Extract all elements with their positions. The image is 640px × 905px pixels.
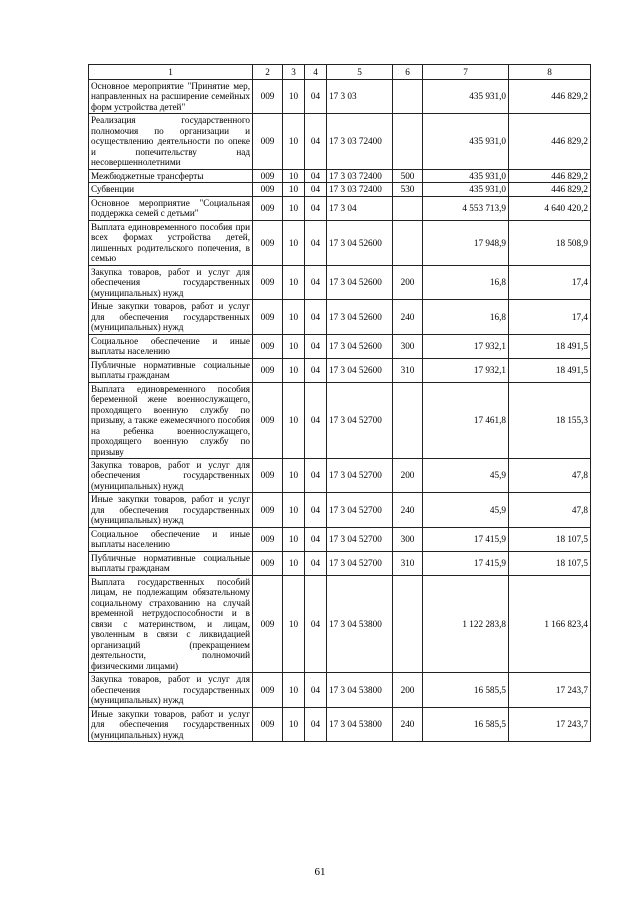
row-name-cell: Публичные нормативные социальные выплаты гражданам [89,358,253,382]
grbs-cell: 009 [253,196,283,220]
grbs-cell: 009 [253,334,283,358]
target-article-cell: 17 3 04 52700 [327,551,393,575]
grbs-cell: 009 [253,527,283,551]
target-article-cell: 17 3 04 52600 [327,220,393,265]
amount-year1-cell: 16 585,5 [423,707,509,741]
amount-year2-cell: 17 243,7 [509,673,591,707]
expense-type-cell [393,220,423,265]
grbs-cell: 009 [253,169,283,182]
row-name-cell: Иные закупки товаров, работ и услуг для обеспечения государственных (муниципальных) нужд [89,707,253,741]
expense-type-cell: 240 [393,707,423,741]
amount-year2-cell: 18 491,5 [509,334,591,358]
section-cell: 10 [283,169,305,182]
amount-year1-cell: 435 931,0 [423,183,509,196]
expense-type-cell: 310 [393,551,423,575]
target-article-cell: 17 3 04 53800 [327,707,393,741]
amount-year1-cell: 16,8 [423,300,509,334]
grbs-cell: 009 [253,80,283,114]
amount-year1-cell: 435 931,0 [423,114,509,169]
grbs-cell: 009 [253,707,283,741]
grbs-cell: 009 [253,265,283,299]
expense-type-cell [393,114,423,169]
amount-year1-cell: 45,9 [423,493,509,527]
grbs-cell: 009 [253,300,283,334]
subsection-cell: 04 [305,220,327,265]
target-article-cell: 17 3 04 53800 [327,575,393,672]
expense-type-cell [393,80,423,114]
amount-year2-cell: 47,8 [509,493,591,527]
row-name-cell: Закупка товаров, работ и услуг для обеспечения государственных (муниципальных) нужд [89,673,253,707]
amount-year2-cell: 1 166 823,4 [509,575,591,672]
amount-year2-cell: 17,4 [509,265,591,299]
row-name-cell: Социальное обеспечение и иные выплаты населению [89,334,253,358]
expense-type-cell: 310 [393,358,423,382]
expense-type-cell: 240 [393,493,423,527]
budget-table [88,64,591,742]
table-row [89,114,591,169]
header-cell: 3 [283,65,305,80]
section-cell: 10 [283,458,305,492]
section-cell: 10 [283,358,305,382]
subsection-cell: 04 [305,673,327,707]
target-article-cell: 17 3 04 52700 [327,458,393,492]
header-cell: 7 [423,65,509,80]
target-article-cell: 17 3 03 72400 [327,169,393,182]
amount-year1-cell: 1 122 283,8 [423,575,509,672]
section-cell: 10 [283,493,305,527]
grbs-cell: 009 [253,458,283,492]
grbs-cell: 009 [253,673,283,707]
amount-year2-cell: 446 829,2 [509,114,591,169]
amount-year2-cell: 17,4 [509,300,591,334]
amount-year2-cell: 47,8 [509,458,591,492]
subsection-cell: 04 [305,707,327,741]
grbs-cell: 009 [253,220,283,265]
expense-type-cell [393,382,423,458]
table-row [89,169,591,182]
expense-type-cell: 240 [393,300,423,334]
row-name-cell: Основное мероприятие "Принятие мер, направленных на расширение семейных форм устройства детей" [89,80,253,114]
row-name-cell: Иные закупки товаров, работ и услуг для обеспечения государственных (муниципальных) нужд [89,493,253,527]
header-cell: 8 [509,65,591,80]
table-row [89,80,591,114]
amount-year1-cell: 17 415,9 [423,551,509,575]
amount-year1-cell: 435 931,0 [423,169,509,182]
section-cell: 10 [283,707,305,741]
amount-year2-cell: 446 829,2 [509,169,591,182]
header-cell: 2 [253,65,283,80]
amount-year1-cell: 17 461,8 [423,382,509,458]
section-cell: 10 [283,80,305,114]
amount-year2-cell: 446 829,2 [509,183,591,196]
table-row [89,673,591,707]
row-name-cell: Выплата единовременного пособия при всех формах устройства детей, лишенных родительского попечения, в семью [89,220,253,265]
table-row [89,334,591,358]
target-article-cell: 17 3 04 52600 [327,358,393,382]
page-number: 61 [314,866,326,878]
section-cell: 10 [283,300,305,334]
expense-type-cell: 300 [393,527,423,551]
target-article-cell: 17 3 04 52600 [327,265,393,299]
header-cell: 4 [305,65,327,80]
subsection-cell: 04 [305,527,327,551]
target-article-cell: 17 3 04 52700 [327,527,393,551]
amount-year2-cell: 18 107,5 [509,551,591,575]
amount-year1-cell: 16,8 [423,265,509,299]
amount-year1-cell: 4 553 713,9 [423,196,509,220]
grbs-cell: 009 [253,114,283,169]
expense-type-cell: 300 [393,334,423,358]
expense-type-cell [393,196,423,220]
section-cell: 10 [283,575,305,672]
subsection-cell: 04 [305,458,327,492]
header-cell: 1 [89,65,253,80]
subsection-cell: 04 [305,183,327,196]
table-row [89,382,591,458]
section-cell: 10 [283,196,305,220]
subsection-cell: 04 [305,382,327,458]
expense-type-cell: 200 [393,265,423,299]
amount-year2-cell: 18 107,5 [509,527,591,551]
table-row [89,551,591,575]
subsection-cell: 04 [305,196,327,220]
target-article-cell: 17 3 04 52600 [327,300,393,334]
table-header-row [89,65,591,80]
subsection-cell: 04 [305,358,327,382]
amount-year2-cell: 18 491,5 [509,358,591,382]
grbs-cell: 009 [253,493,283,527]
subsection-cell: 04 [305,300,327,334]
subsection-cell: 04 [305,551,327,575]
row-name-cell: Выплата единовременного пособия беременной жене военнослужащего, проходящего военную службу по призыву, а также ежемесячного пособия на ребенка военнослужащего, проходящего военную службу по призыву [89,382,253,458]
grbs-cell: 009 [253,575,283,672]
section-cell: 10 [283,265,305,299]
target-article-cell: 17 3 04 52700 [327,493,393,527]
row-name-cell: Закупка товаров, работ и услуг для обеспечения государственных (муниципальных) нужд [89,458,253,492]
section-cell: 10 [283,551,305,575]
table-row [89,707,591,741]
table-row [89,220,591,265]
target-article-cell: 17 3 04 [327,196,393,220]
table-row [89,265,591,299]
header-cell: 5 [327,65,393,80]
row-name-cell: Реализация государственного полномочия по организации и осуществлению деятельности по опеке и попечительству над несовершеннолетними [89,114,253,169]
amount-year2-cell: 18 155,3 [509,382,591,458]
expense-type-cell [393,575,423,672]
expense-type-cell: 200 [393,458,423,492]
table-row [89,358,591,382]
target-article-cell: 17 3 04 52700 [327,382,393,458]
section-cell: 10 [283,220,305,265]
expense-type-cell: 200 [393,673,423,707]
row-name-cell: Иные закупки товаров, работ и услуг для обеспечения государственных (муниципальных) нужд [89,300,253,334]
row-name-cell: Выплата государственных пособий лицам, не подлежащим обязательному социальному страхованию на случай временной нетрудоспособности и в связи с материнством, и лицам, уволенным в связи с ликвидацией организаций (прекращением деятельности, полномочий физическими лицами) [89,575,253,672]
section-cell: 10 [283,382,305,458]
grbs-cell: 009 [253,551,283,575]
subsection-cell: 04 [305,493,327,527]
section-cell: 10 [283,527,305,551]
amount-year2-cell: 18 508,9 [509,220,591,265]
row-name-cell: Социальное обеспечение и иные выплаты населению [89,527,253,551]
row-name-cell: Публичные нормативные социальные выплаты гражданам [89,551,253,575]
subsection-cell: 04 [305,575,327,672]
amount-year1-cell: 17 948,9 [423,220,509,265]
amount-year1-cell: 17 415,9 [423,527,509,551]
expense-type-cell: 500 [393,169,423,182]
target-article-cell: 17 3 03 72400 [327,114,393,169]
document-page [88,64,590,742]
table-row [89,527,591,551]
target-article-cell: 17 3 04 52600 [327,334,393,358]
amount-year1-cell: 435 931,0 [423,80,509,114]
section-cell: 10 [283,673,305,707]
subsection-cell: 04 [305,114,327,169]
table-row [89,458,591,492]
subsection-cell: 04 [305,80,327,114]
table-row [89,196,591,220]
subsection-cell: 04 [305,265,327,299]
row-name-cell: Субвенции [89,183,253,196]
table-row [89,300,591,334]
grbs-cell: 009 [253,183,283,196]
table-row [89,575,591,672]
row-name-cell: Межбюджетные трансферты [89,169,253,182]
table-row [89,493,591,527]
section-cell: 10 [283,114,305,169]
target-article-cell: 17 3 04 53800 [327,673,393,707]
amount-year1-cell: 17 932,1 [423,358,509,382]
row-name-cell: Закупка товаров, работ и услуг для обеспечения государственных (муниципальных) нужд [89,265,253,299]
subsection-cell: 04 [305,169,327,182]
expense-type-cell: 530 [393,183,423,196]
header-cell: 6 [393,65,423,80]
amount-year1-cell: 17 932,1 [423,334,509,358]
section-cell: 10 [283,334,305,358]
section-cell: 10 [283,183,305,196]
amount-year1-cell: 16 585,5 [423,673,509,707]
amount-year2-cell: 17 243,7 [509,707,591,741]
row-name-cell: Основное мероприятие "Социальная поддержка семей с детьми" [89,196,253,220]
amount-year1-cell: 45,9 [423,458,509,492]
subsection-cell: 04 [305,334,327,358]
table-body [89,65,591,742]
amount-year2-cell: 446 829,2 [509,80,591,114]
amount-year2-cell: 4 640 420,2 [509,196,591,220]
target-article-cell: 17 3 03 72400 [327,183,393,196]
grbs-cell: 009 [253,358,283,382]
target-article-cell: 17 3 03 [327,80,393,114]
grbs-cell: 009 [253,382,283,458]
table-row [89,183,591,196]
